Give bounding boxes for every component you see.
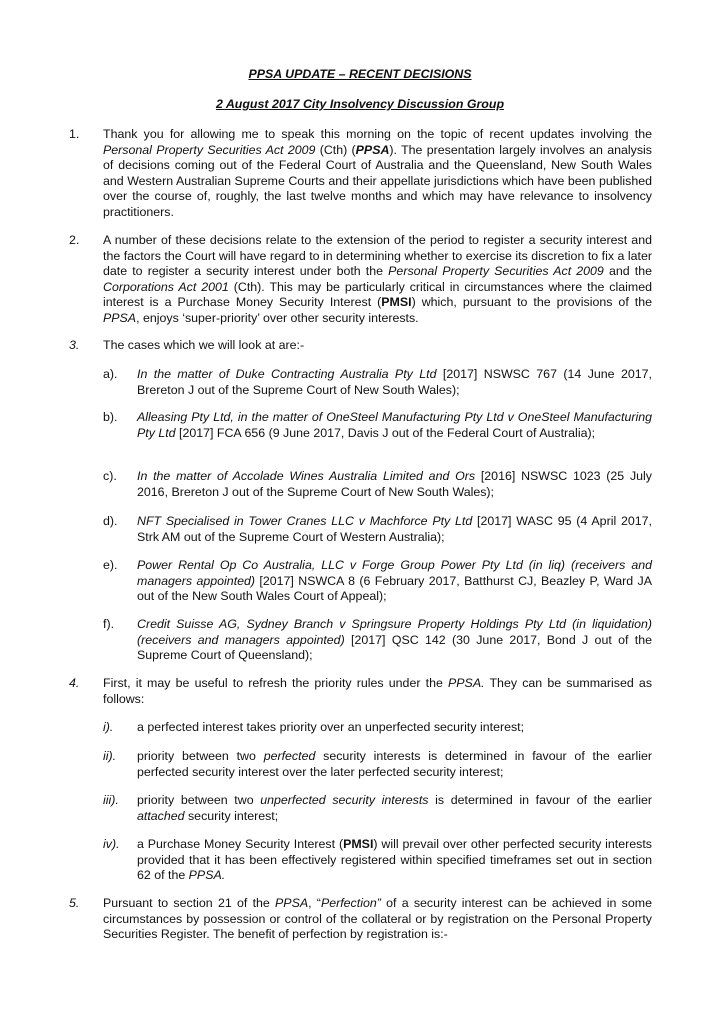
rule-label: iii). xyxy=(103,793,119,807)
case-text: In the matter of Duke Contracting Australia Pty Ltd [2017] NSWSC 767 (14 June 2017, Brereton J out of the Supreme Court of New South Wales); xyxy=(137,367,652,397)
rule-text: priority between two perfected security interests is determined in favour of the earlier perfected security interest over the later perfected security interest; xyxy=(137,749,652,779)
case-label: b). xyxy=(103,410,118,424)
case-label: f). xyxy=(103,617,115,631)
case-name: NFT Specialised in Tower Cranes LLC v Machforce Pty Ltd xyxy=(137,514,473,528)
rule-label: iv). xyxy=(103,837,120,851)
priority-rule xyxy=(103,793,652,824)
case-item xyxy=(103,469,652,500)
paragraph-5 xyxy=(69,896,652,943)
case-text: Credit Suisse AG, Sydney Branch v Springsure Property Holdings Pty Ltd (in liquidation) (receivers and managers appointed) [2017] QSC 142 (30 June 2017, Bond J out of the Supreme Court of Queensland); xyxy=(137,617,652,663)
case-name: Credit Suisse AG, Sydney Branch v Springsure Property Holdings Pty Ltd (in liquidation) (receivers and managers appointed) xyxy=(137,617,652,647)
paragraph-text: A number of these decisions relate to the extension of the period to register a security interest and the factors the Court will have regard to in determining whether to exercise its discretion to fix a later date to register a security interest under both the Personal Property Securities Act 2009 and the Corporations Act 2001 (Cth). This may be particularly critical in circumstances where the claimed interest is a Purchase Money Security Interest (PMSI) which, pursuant to the provisions of the PPSA, enjoys ‘super-priority’ over other security interests. xyxy=(103,233,653,325)
priority-rule xyxy=(103,749,652,780)
rule-text: a Purchase Money Security Interest (PMSI) will prevail over other perfected security interests provided that it has been effectively registered within specified timeframes set out in section 62 of the PPSA. xyxy=(137,837,652,883)
case-text: Alleasing Pty Ltd, in the matter of OneSteel Manufacturing Pty Ltd v OneSteel Manufacturing Pty Ltd [2017] FCA 656 (9 June 2017, Davis J out of the Federal Court of Australia); xyxy=(137,410,652,440)
case-item xyxy=(103,514,652,545)
case-name: In the matter of Duke Contracting Australia Pty Ltd xyxy=(137,367,437,381)
case-text: NFT Specialised in Tower Cranes LLC v Machforce Pty Ltd [2017] WASC 95 (4 April 2017, Strk AM out of the Supreme Court of Western Australia); xyxy=(137,514,652,544)
case-item xyxy=(103,558,652,605)
paragraph-2 xyxy=(69,233,652,327)
rule-text: priority between two unperfected security interests is determined in favour of the earlier attached security interest; xyxy=(137,793,652,823)
rule-label: i). xyxy=(103,720,114,734)
paragraph-1 xyxy=(69,127,652,221)
case-label: a). xyxy=(103,367,118,381)
case-name: Power Rental Op Co Australia, LLC v Forge Group Power Pty Ltd (in liq) (receivers and managers appointed) xyxy=(137,558,652,588)
paragraph-text: Pursuant to section 21 of the PPSA, “Perfection” of a security interest can be achieved in some circumstances by possession or control of the collateral or by registration on the Personal Property Securities Register. The benefit of perfection by registration is:- xyxy=(103,896,652,942)
case-text: Power Rental Op Co Australia, LLC v Forge Group Power Pty Ltd (in liq) (receivers and managers appointed) [2017] NSWCA 8 (6 February 2017, Batthurst CJ, Beazley P, Ward JA out of the New South Wales Court of Appeal); xyxy=(137,558,652,604)
paragraph-number: 5. xyxy=(69,896,80,910)
case-label: e). xyxy=(103,558,118,572)
paragraph-4 xyxy=(69,676,652,707)
paragraph-text: First, it may be useful to refresh the priority rules under the PPSA. They can be summarised as follows: xyxy=(103,676,653,706)
paragraph-text: Thank you for allowing me to speak this morning on the topic of recent updates involving the Personal Property Securities Act 2009 (Cth) (PPSA). The presentation largely involves an analysis of decisions coming out of the Federal Court of Australia and the Queensland, New South Wales and Western Australian Supreme Courts and their appellate jurisdictions which have been published over the course of, roughly, the last twelve months and which may have relevance to insolvency practitioners. xyxy=(103,127,652,219)
case-label: d). xyxy=(103,514,118,528)
case-name: Alleasing Pty Ltd, in the matter of OneSteel Manufacturing Pty Ltd v OneSteel Manufacturing Pty Ltd xyxy=(137,410,652,440)
case-item xyxy=(103,367,652,398)
paragraph-text: The cases which we will look at are:- xyxy=(103,338,305,352)
case-label: c). xyxy=(103,469,117,483)
paragraph-number: 1. xyxy=(69,127,80,141)
case-item xyxy=(103,410,652,441)
document-subtitle: 2 August 2017 City Insolvency Discussion Group xyxy=(215,97,505,111)
case-name: In the matter of Accolade Wines Australia Limited and Ors xyxy=(137,469,476,483)
case-item xyxy=(103,617,652,664)
rule-text: a perfected interest takes priority over an unperfected security interest; xyxy=(137,720,525,734)
priority-rule xyxy=(103,837,652,884)
case-text: In the matter of Accolade Wines Australia Limited and Ors [2016] NSWSC 1023 (25 July 2016, Brereton J out of the Supreme Court of New South Wales); xyxy=(137,469,652,499)
paragraph-number: 4. xyxy=(69,676,80,690)
priority-rule xyxy=(103,720,652,736)
paragraph-3 xyxy=(69,338,652,354)
rule-label: ii). xyxy=(103,749,117,763)
document-title: PPSA UPDATE – RECENT DECISIONS xyxy=(248,67,472,81)
paragraph-number: 3. xyxy=(69,338,80,352)
paragraph-number: 2. xyxy=(69,233,80,247)
